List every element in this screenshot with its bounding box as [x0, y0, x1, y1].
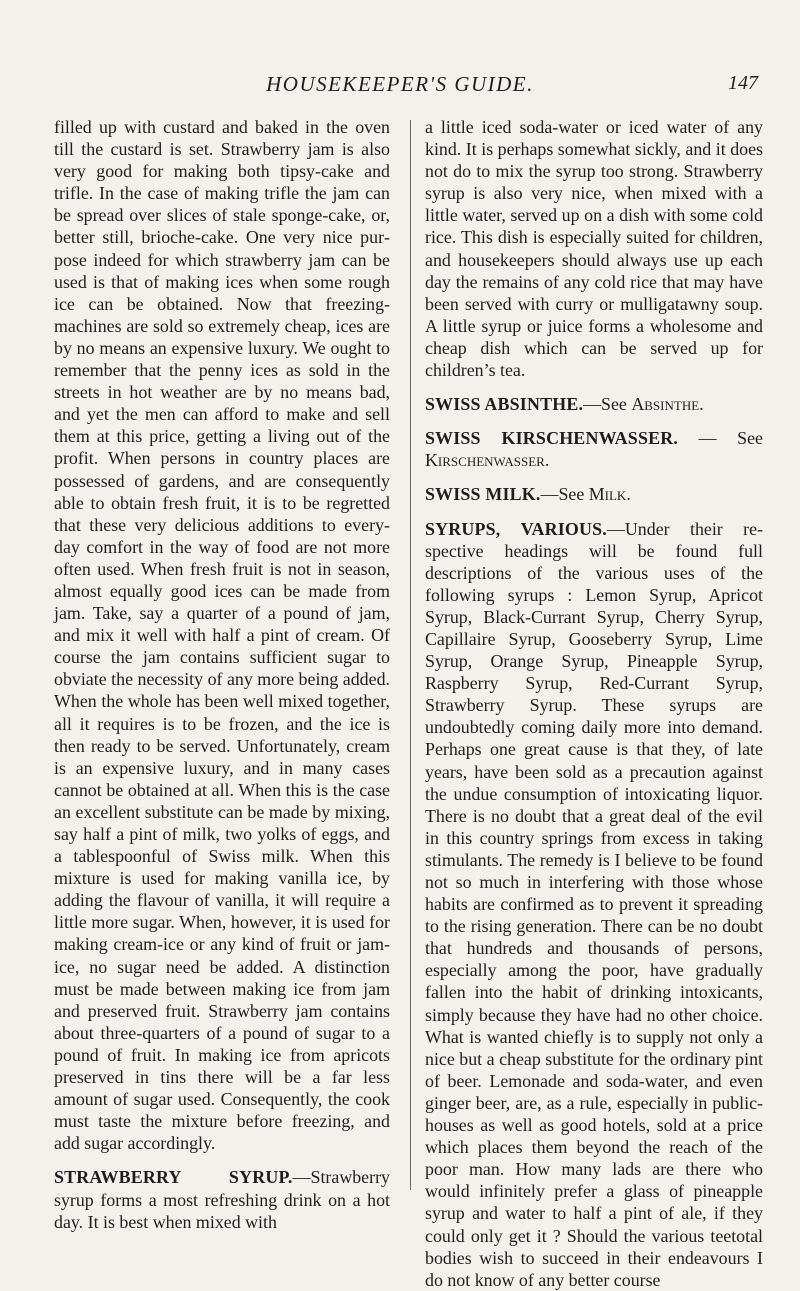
right-column	[425, 116, 763, 1291]
entry-strawberry-syrup	[54, 1166, 390, 1232]
entry-syrups-various	[425, 518, 763, 1291]
page-number: 147	[728, 72, 758, 94]
entry-heading: SWISS MILK.	[425, 484, 541, 505]
page-header	[0, 72, 800, 112]
entry-body: — See	[678, 428, 763, 449]
entry-heading: SWISS ABSINTHE.	[425, 394, 584, 415]
cross-reference: Kirschenwasser.	[425, 450, 550, 471]
column-divider	[410, 120, 411, 1190]
entry-body: —Strawberry syrup forms a most refreshing drink on a hot day. It is best when mixed with	[54, 1167, 390, 1232]
cross-reference: Absinthe.	[631, 394, 704, 415]
entry-heading: STRAWBERRY SYRUP.	[54, 1167, 293, 1188]
cross-reference: Milk.	[588, 484, 631, 505]
entry-swiss-absinthe	[425, 393, 763, 415]
paragraph-ices: filled up with custard and baked in the oven till the custard is set. Strawberry jam is also very good for making both tipsy-cake and trifle. In the case of making trifle the jam can be spread over slices of stale sponge-cake, or, better still, brioche-cake. One very nice purpose indeed for which strawberry jam can be used is that of making ices when some rough ice can be obtained. Now that freezing-machines are sold so extremely cheap, ices are by no means an expensive luxury. We ought to remember that the penny ices as sold in the streets in hot weather are by no means bad, and yet the men can afford to make and sell them at this price, getting a living out of the profit. When persons in country places are possessed of gardens, and are consequently able to obtain fresh fruit, it is to be regretted that these very delicious additions to every-day comfort in the way of food are not more often used. When fresh fruit is not in season, almost equally good ices can be made from jam. Take, say a quarter of a pound of jam, and mix it well with half a pint of cream. Of course the jam contains sufficient sugar to obviate the necessity of any more being added. When the whole has been well mixed together, all it requires is to be frozen, and the ice is then ready to be served. Unfortunately, cream is an expensive luxury, and in many cases cannot be obtained at all. When this is the case an excellent substitute can be made by mixing, say half a pint of milk, two yolks of eggs, and a tablespoonful of Swiss milk. When this mixture is used for making vanilla ice, by adding the flavour of vanilla, it will require a little more sugar. When, however, it is used for making cream-ice or any kind of fruit or jam-ice, no sugar need be added. A distinction must be made between making ice from jam and preserved fruit. Strawberry jam contains about three-quarters of a pound of sugar to a pound of fruit. In making ice from apricots preserved in tins there will be a far less amount of sugar used. Consequently, the cook must taste the mixture before freezing, and add sugar accordingly.	[54, 117, 390, 1154]
entry-swiss-kirschenwasser	[425, 427, 763, 471]
left-column	[54, 116, 390, 1233]
entry-heading: SYRUPS, VARIOUS.	[425, 518, 607, 539]
paragraph-syrup-continued: a little iced soda-water or iced water of any kind. It is perhaps somewhat sickly, and it does not do to mix the syrup too strong. Strawberry syrup is also very nice, when mixed with a little water, served up on a dish with some cold rice. This dish is especially suited for children, and housekeepers should always use up each day the remains of any cold rice that may have been served with curry or mulligatawny soup. A little syrup or juice forms a wholesome and cheap dish which can be served up for children’s tea.	[425, 117, 763, 381]
entry-body: —See	[583, 394, 632, 415]
entry-body: —Under their respective headings will be found full descriptions of the various uses of the following syrups : Lemon Syrup, Apricot Syrup, Black-Currant Syrup, Cherry Syrup, Capillaire Syrup, Gooseberry Syrup, Lime Syrup, Orange Syrup, Pineapple Syrup, Raspberry Syrup, Red-Currant Syrup, Strawberry Syrup. These syrups are undoubtedly coming daily more into demand. Perhaps one great cause is that they, of late years, have been sold as a precaution against the undue consumption of intoxicating liquor. There is no doubt that a great deal of the evil in this country springs from excess in taking stimulants. The remedy is I believe to be found not so much in interfering with those whose habits are confirmed as to prevent it spreading to the rising generation. There can be no doubt that hundreds and thousands of persons, especially among the poor, have gradually fallen into the habit of drinking intoxicants, simply because they have had no other choice. What is wanted chiefly is to supply not only a nice but a cheap substitute for the ordinary pint of beer. Lemonade and soda-water, and even ginger beer, are, as a rule, especially in public-houses as well as good hotels, sold at a price which places them beyond the reach of the poor man. How many lads are there who would infinitely prefer a glass of pineapple syrup and water to half a pint of ale, if they could only get it ? Should the various teetotal bodies wish to succeed in their endeavours I do not know of any better course	[425, 518, 763, 1290]
entry-heading: SWISS KIRSCHENWASSER.	[425, 428, 679, 449]
running-title: HOUSEKEEPER'S GUIDE.	[266, 72, 534, 96]
entry-swiss-milk	[425, 483, 763, 505]
entry-body: —See	[540, 484, 589, 505]
